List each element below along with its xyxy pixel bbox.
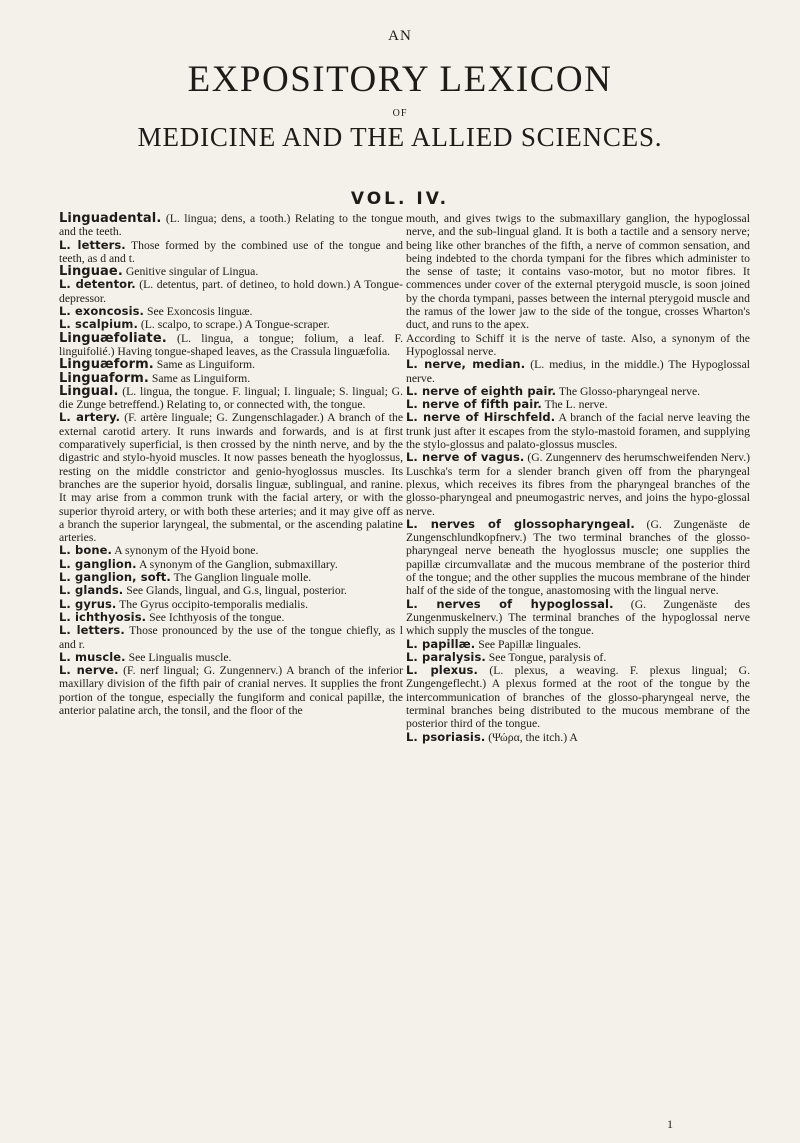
entry-headword: Linguae. <box>59 264 123 280</box>
dictionary-entry <box>406 638 750 651</box>
entry-headword: L. glands. <box>59 583 124 598</box>
entry-headword: L. ichthyosis. <box>59 609 147 624</box>
entry-definition: See Papillæ linguales. <box>478 637 582 651</box>
entry-definition: See Exoncosis linguæ. <box>146 305 253 319</box>
entry-definition: mouth, and gives twigs to the submaxillary ganglion, the hypoglossal nerve, and the sub-lingual gland. It is both a tactile and a sensory nerve; being like other branches of the fifth, a nerve of common sensation, and being indebted to the chorda tympani for the fibres which administer to the sense of taste; it contains vaso-motor, but no motor fibres. It commences under cover of the external pterygoid muscle, is soon joined by the chorda tympani, passes between the internal pterygoid muscle and the ramus of the lower jaw to the side of the tongue, crosses Wharton's duct, and runs to the apex. <box>406 212 750 332</box>
dictionary-entry <box>59 332 403 359</box>
entry-headword: L. nerve of fifth pair. <box>406 397 542 412</box>
dictionary-entry <box>406 212 750 332</box>
entry-headword: L. ganglion. <box>59 556 137 571</box>
entry-headword: Linguæfoliate. <box>59 330 167 346</box>
dictionary-entry <box>406 664 750 730</box>
book-subtitle: MEDICINE AND THE ALLIED SCIENCES. <box>137 122 663 152</box>
dictionary-entry <box>59 358 403 371</box>
dictionary-entry <box>59 318 403 331</box>
entry-headword: Linguadental. <box>59 211 162 226</box>
entry-headword: L. nerve of eighth pair. <box>406 383 557 398</box>
dictionary-entry <box>59 372 403 385</box>
entry-definition: (Ψώρα, the itch.) A <box>488 730 578 744</box>
left-column <box>59 212 403 717</box>
right-column <box>406 212 750 744</box>
entry-definition: The Ganglion linguale molle. <box>173 571 312 585</box>
dictionary-entry <box>59 385 403 412</box>
entry-headword: L. nerves of hypoglossal. <box>406 596 614 611</box>
entry-headword: L. gyrus. <box>59 596 117 611</box>
entry-definition: See Glands, lingual, and G.s, lingual, posterior. <box>126 584 347 598</box>
entry-definition: (L. plexus, a weaving. F. plexus lingual; G. Zungengeflecht.) A plexus formed at the root of the tongue by the intercommunication of branches of the glosso-pharyngeal nerve, the terminal branches being distributed to the mucous membrane of the posterior third of the tongue. <box>406 664 751 731</box>
entry-definition: A branch of the facial nerve leaving the trunk just after it escapes from the stylo-mastoid foramen, and supplying the stylo-glossus and palato-glossus muscles. <box>406 411 750 452</box>
dictionary-entry <box>59 598 403 611</box>
dictionary-entry <box>59 571 403 584</box>
entry-headword: L. psoriasis. <box>406 729 486 744</box>
entry-headword: L. scalpium. <box>59 317 138 332</box>
entry-definition: A synonym of the Hyoid bone. <box>114 544 259 558</box>
dictionary-entry <box>59 265 403 278</box>
entry-definition: Genitive singular of Lingua. <box>125 265 259 279</box>
dictionary-entry <box>406 451 750 517</box>
dictionary-entry <box>59 651 403 664</box>
entry-headword: Lingual. <box>59 383 119 399</box>
entry-definition: Same as Linguiform. <box>151 371 251 385</box>
entry-headword: L. letters. <box>59 237 126 252</box>
dictionary-entry <box>406 518 750 598</box>
page-number: 1 <box>667 1117 673 1131</box>
dictionary-entry <box>406 332 750 359</box>
dictionary-entry <box>59 411 403 544</box>
entry-definition: (L. lingua, the tongue. F. lingual; I. linguale; S. lingual; G. die Zunge betreffend.) Relating to, or connected with, the tongue. <box>59 384 404 412</box>
entry-headword: Linguæform. <box>59 357 154 373</box>
entry-headword: L. exoncosis. <box>59 304 145 319</box>
book-title: EXPOSITORY LEXICON <box>187 59 613 100</box>
entry-headword: L. artery. <box>59 410 121 425</box>
entry-definition: The L. nerve. <box>544 398 608 412</box>
dictionary-entry <box>59 584 403 597</box>
entry-headword: L. bone. <box>59 543 112 558</box>
entry-definition: See Tongue, paralysis of. <box>488 650 607 664</box>
masthead-of: OF <box>392 108 408 119</box>
entry-definition: According to Schiff it is the nerve of taste. Also, a synonym of the Hypoglossal nerve. <box>406 331 750 358</box>
entry-definition: Those pronounced by the use of the tongue chiefly, as l and r. <box>59 624 403 651</box>
entry-definition: Same as Linguiform. <box>156 358 256 372</box>
entry-definition: (G. Zungenäste de Zungenschlundkopfnerv.) The two terminal branches of the glosso-pharyngeal nerve beneath the hyoglossus muscle; one supplies the papillæ circumvallatæ and the mucous membrane of the posterior third of the tongue; and the other supplies the mucous membrane of the hinder half of the side of the tongue, anastomosing with the lingual nerve. <box>406 517 750 598</box>
entry-definition: (L. lingua, a tongue; folium, a leaf. F. linguifolié.) Having tongue-shaped leaves, as the Crassula linguæfolia. <box>59 331 404 358</box>
entry-definition: A synonym of the Ganglion, submaxillary. <box>138 557 338 571</box>
entry-headword: L. nerve. <box>59 663 119 678</box>
dictionary-entry <box>59 278 403 305</box>
dictionary-entry <box>406 398 750 411</box>
entry-definition: (L. detentus, part. of detineo, to hold down.) A Tongue-depressor. <box>59 278 404 305</box>
entry-headword: L. detentor. <box>59 277 136 292</box>
dictionary-entry <box>59 239 403 266</box>
dictionary-entry <box>59 212 403 239</box>
entry-headword: L. nerve of vagus. <box>406 450 525 465</box>
entry-headword: L. letters. <box>59 623 125 638</box>
dictionary-entry <box>59 664 403 717</box>
entry-definition: (F. artère linguale; G. Zungenschlagader.) A branch of the external carotid artery. It runs inwards and forwards, and is at first comparatively superficial, is then crossed by the ninth nerve, and by the digastric and stylo-hyoid muscles. It now passes beneath the hyoglossus, resting on the middle constrictor and genio-hyoglossus muscles. Its branches are the superior hyoid, dorsalis linguæ, sublingual, and ranine. It may arise from a common trunk with the facial artery, or with the superior thyroid artery, or with both these arteries; and it may give off as a branch the superior laryngeal, the submental, or the ascending palatine arteries. <box>59 411 404 545</box>
entry-headword: L. muscle. <box>59 649 126 664</box>
entry-headword: L. nerve of Hirschfeld. <box>406 410 556 425</box>
entry-headword: L. papillæ. <box>406 636 476 651</box>
dictionary-entry <box>59 544 403 557</box>
entry-definition: (L. scalpo, to scrape.) A Tongue-scraper. <box>140 318 330 332</box>
entry-definition: (L. medius, in the middle.) The Hypoglossal nerve. <box>406 358 751 385</box>
dictionary-entry <box>406 411 750 451</box>
dictionary-entry <box>406 731 750 744</box>
entry-headword: L. plexus. <box>406 663 478 678</box>
entry-definition: (G. Zungennerv des herumschweifenden Nerv.) Luschka's term for a slender branch given off from the pharyngeal plexus, which receives its fibres from the pharyngeal branches of the glosso-pharyngeal and pneumogastric nerves, and joins the hypo-glossal nerve. <box>406 451 751 518</box>
entry-definition: The Gyrus occipito-temporalis medialis. <box>119 597 309 611</box>
dictionary-entry <box>59 305 403 318</box>
volume-label: VOL. IV. <box>350 189 450 209</box>
dictionary-entry <box>59 624 403 651</box>
dictionary-entry <box>406 385 750 398</box>
entry-definition: Those formed by the combined use of the tongue and teeth, as d and t. <box>59 238 403 265</box>
entry-headword: L. nerves of glossopharyngeal. <box>406 516 635 531</box>
dictionary-entry <box>59 611 403 624</box>
entry-definition: The Glosso-pharyngeal nerve. <box>558 384 701 398</box>
dictionary-entry <box>406 651 750 664</box>
entry-headword: Linguaform. <box>59 370 149 386</box>
entry-definition: (F. nerf lingual; G. Zungennerv.) A branch of the inferior maxillary division of the fifth pair of cranial nerves. It supplies the front portion of the tongue, especially the fungiform and conical papillæ, the anterior palatine arch, the tonsil, and the floor of the <box>59 664 403 717</box>
entry-definition: See Lingualis muscle. <box>128 650 232 664</box>
dictionary-entry <box>406 358 750 385</box>
entry-headword: L. paralysis. <box>406 649 486 664</box>
masthead-an: AN <box>388 28 412 44</box>
entry-definition: See Ichthyosis of the tongue. <box>149 610 285 624</box>
entry-headword: L. nerve, median. <box>406 357 526 372</box>
dictionary-entry <box>59 558 403 571</box>
entry-definition: (L. lingua; dens, a tooth.) Relating to the tongue and the teeth. <box>59 212 403 239</box>
entry-definition: (G. Zungenäste des Zungenmuskelnerv.) The terminal branches of the hypoglossal nerve which supply the muscles of the tongue. <box>406 597 750 638</box>
dictionary-entry <box>406 598 750 638</box>
entry-headword: L. ganglion, soft. <box>59 570 171 585</box>
